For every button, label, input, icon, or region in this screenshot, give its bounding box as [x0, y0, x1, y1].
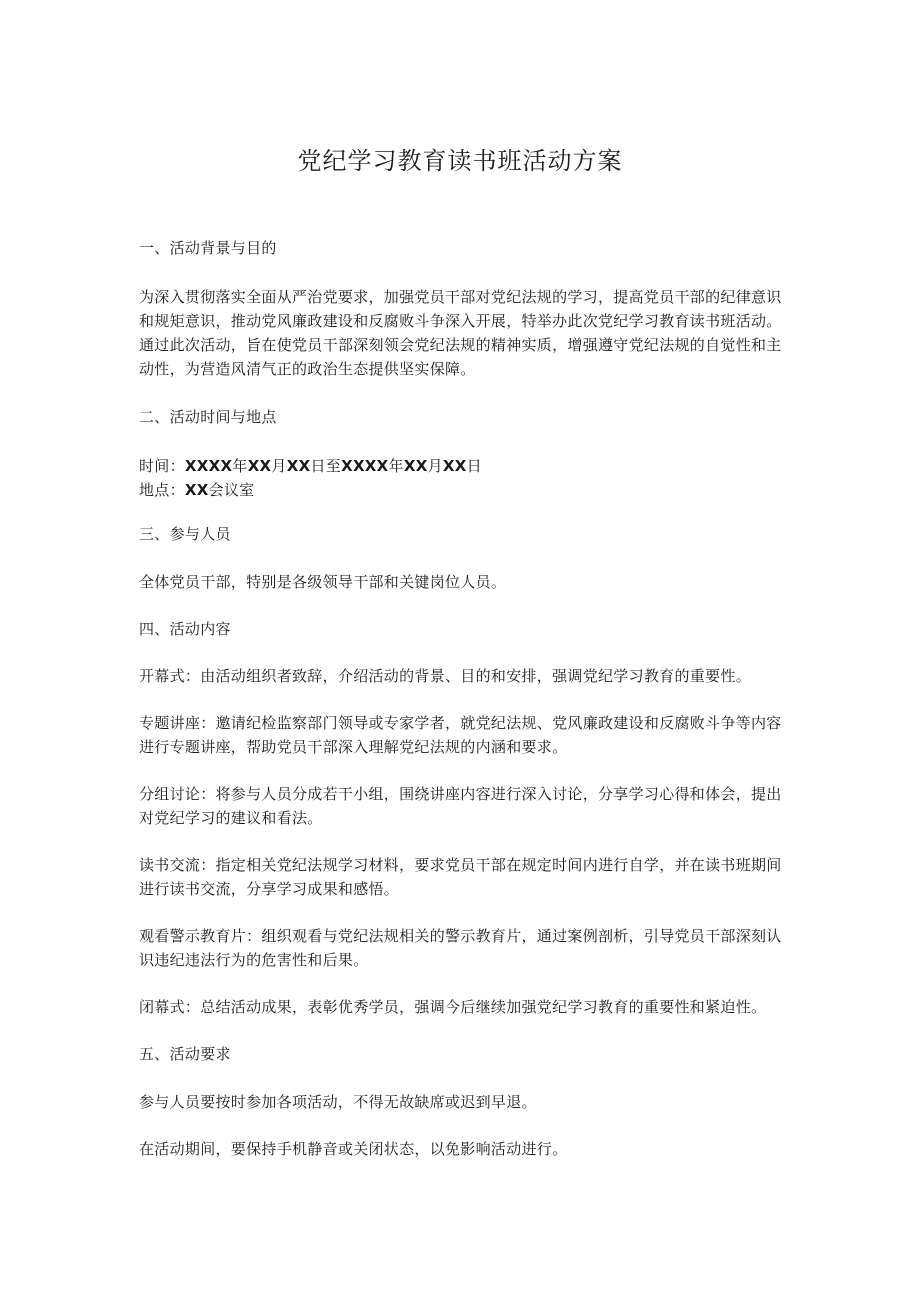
- time-day-start: XX: [286, 457, 311, 475]
- paragraph-line: 进行专题讲座，帮助党员干部深入理解党纪法规的内涵和要求。: [139, 738, 568, 756]
- section-heading-content: 四、活动内容: [139, 620, 231, 638]
- time-label: 时间：: [139, 457, 185, 475]
- time-year-unit: 年: [232, 457, 248, 475]
- time-day-unit-end: 日: [466, 457, 482, 475]
- time-day-end: XX: [442, 457, 467, 475]
- paragraph-line: 专题讲座：邀请纪检监察部门领导或专家学者，就党纪法规、党风廉政建设和反腐败斗争等内容: [139, 714, 782, 732]
- paragraph-line: 为深入贯彻落实全面从严治党要求，加强党员干部对党纪法规的学习，提高党员干部的纪律意识: [139, 288, 782, 306]
- paragraph-line: 读书交流：指定相关党纪法规学习材料，要求党员干部在规定时间内进行自学，并在读书班期间: [139, 856, 782, 874]
- paragraph-line: 全体党员干部，特别是各级领导干部和关键岗位人员。: [139, 573, 507, 591]
- paragraph-line: 参与人员要按时参加各项活动，不得无故缺席或迟到早退。: [139, 1093, 537, 1111]
- paragraph-line: 通过此次活动，旨在使党员干部深刻领会党纪法规的精神实质，增强遵守党纪法规的自觉性和主: [139, 336, 782, 354]
- paragraph-line: 观看警示教育片：组织观看与党纪法规相关的警示教育片，通过案例剖析，引导党员干部深刻认: [139, 927, 782, 945]
- paragraph-line: 和规矩意识，推动党风廉政建设和反腐败斗争深入开展，特举办此次党纪学习教育读书班活动。: [139, 312, 782, 330]
- time-month-unit: 月: [271, 457, 287, 475]
- time-month-unit-end: 月: [427, 457, 443, 475]
- document-title: 党纪学习教育读书班活动方案: [297, 147, 623, 175]
- paragraph-line: 分组讨论：将参与人员分成若干小组，围绕讲座内容进行深入讨论，分享学习心得和体会，提出: [139, 785, 782, 803]
- section-heading-time-place: 二、活动时间与地点: [139, 408, 277, 426]
- section-heading-background: 一、活动背景与目的: [139, 239, 277, 257]
- paragraph-line: 识违纪违法行为的危害性和后果。: [139, 951, 369, 969]
- time-month-end: XX: [403, 457, 428, 475]
- paragraph-line: 进行读书交流，分享学习成果和感悟。: [139, 880, 400, 898]
- paragraph-line: 动性，为营造风清气正的政治生态提供坚实保障。: [139, 360, 476, 378]
- time-line: [139, 454, 789, 478]
- time-year-unit-end: 年: [388, 457, 404, 475]
- place-line: [139, 478, 789, 502]
- time-year-start: XXXX: [184, 457, 233, 475]
- paragraph-line: 开幕式：由活动组织者致辞，介绍活动的背景、目的和安排，强调党纪学习教育的重要性。: [139, 667, 752, 685]
- section-heading-participants: 三、参与人员: [139, 525, 231, 543]
- paragraph-line: 在活动期间，要保持手机静音或关闭状态，以免影响活动进行。: [139, 1140, 568, 1158]
- time-month-start: XX: [247, 457, 272, 475]
- section-heading-requirements: 五、活动要求: [139, 1045, 231, 1063]
- time-day-unit-to: 日至: [310, 457, 342, 475]
- paragraph-line: 闭幕式：总结活动成果，表彰优秀学员，强调今后继续加强党纪学习教育的重要性和紧迫性。: [139, 998, 767, 1016]
- place-label: 地点：: [139, 481, 185, 499]
- place-suffix: 会议室: [208, 481, 255, 499]
- paragraph-line: 对党纪学习的建议和看法。: [139, 809, 323, 827]
- time-year-end: XXXX: [341, 457, 389, 475]
- place-value: XX: [184, 481, 209, 499]
